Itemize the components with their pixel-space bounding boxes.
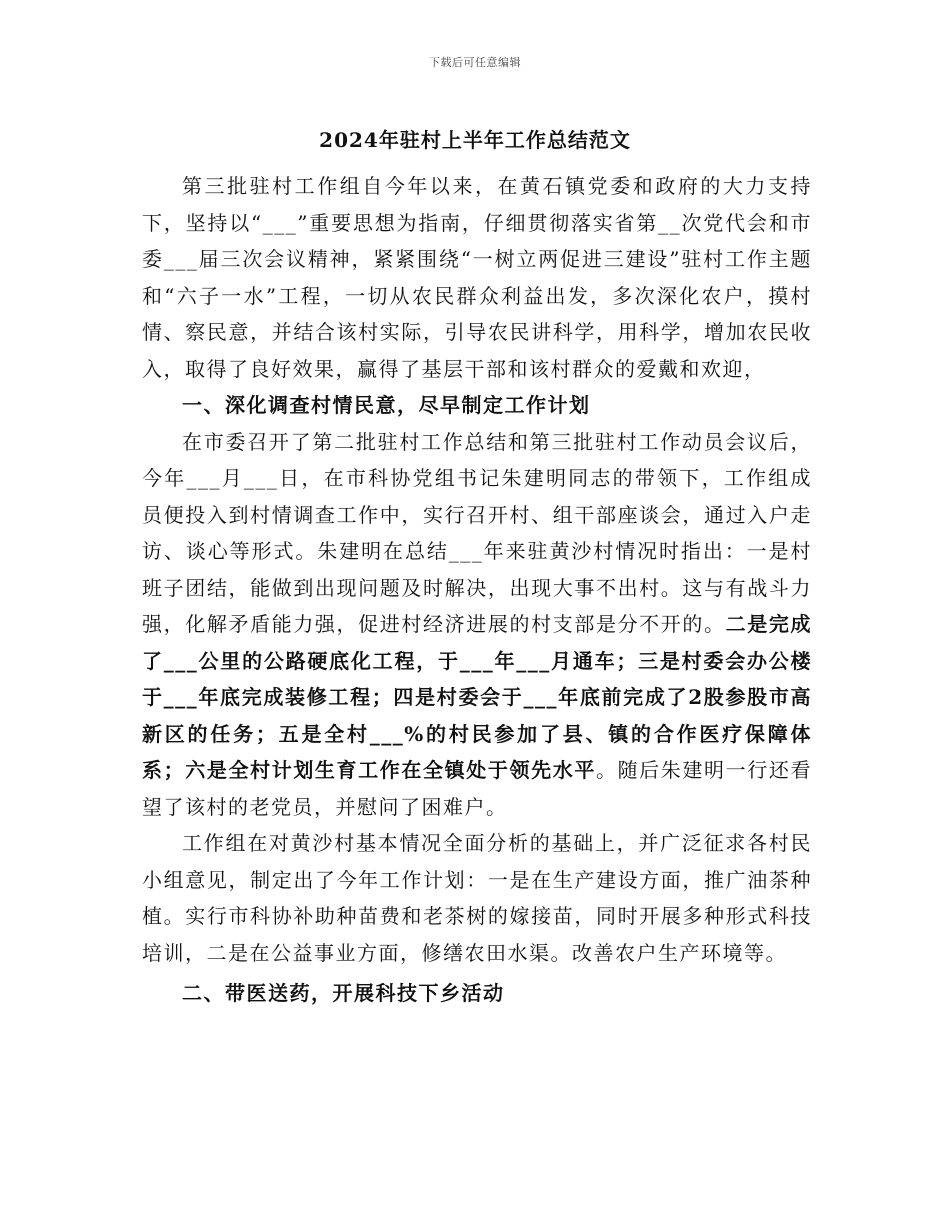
section-1-paragraph-1: [142, 424, 812, 826]
paragraph-text: 在市委召开了第二批驻村工作总结和第三批驻村工作动员会议后，今年___月___日，在市科协党组书记朱建明同志的带领下，工作组成员便投入到村情调查工作中，实行召开村、组干部座谈会，通过入户走访、谈心等形式。朱建明在总结___年来驻黄沙村情况时指出：一是村班子团结，能做到出现问题及时解决，出现大事不出村。这与有战斗力强，化解矛盾能力强，促进村经济进展的村支部是分不开的。: [142, 429, 812, 636]
bold-achievements-text: 二是完成了___公里的公路硬底化工程，于___年___月通车；三是村委会办公楼于___年底完成装修工程；四是村委会于___年底前完成了2股参股市高新区的任务；五是全村___%的村民参加了县、镇的合作医疗保障体系；六是全村计划生育工作在全镇处于领先水平: [142, 612, 813, 782]
document-title: 2024年驻村上半年工作总结范文: [319, 128, 631, 152]
intro-paragraph: 第三批驻村工作组自今年以来，在黄石镇党委和政府的大力支持下，坚持以“___”重要思想为指南，仔细贯彻落实省第__次党代会和市委___届三次会议精神，紧紧围绕“一树立两促进三建设”驻村工作主题和“六子一水”工程，一切从农民群众利益出发，多次深化农户，摸村情、察民意，并结合该村实际，引导农民讲科学，用科学，增加农民收入，取得了良好效果，赢得了基层干部和该村群众的爱戴和欢迎，: [142, 174, 812, 381]
paragraph-text-end: 。随后朱建明一行还看望了该村的老党员，并慰问了困难户。: [142, 758, 813, 819]
page-header-note: 下载后可任意编辑: [429, 56, 521, 69]
section-2-heading: 二、带医送药，开展科技下乡活动: [182, 981, 505, 1005]
section-1-heading: 一、深化调查村情民意，尽早制定工作计划: [182, 393, 591, 417]
section-1-paragraph-2: 工作组在对黄沙村基本情况全面分析的基础上，并广泛征求各村民小组意见，制定出了今年工作计划：一是在生产建设方面，推广油茶种植。实行市科协补助种苗费和老茶树的嫁接苗，同时开展多种形式科技培训，二是在公益事业方面，修缮农田水渠。改善农户生产环境等。: [142, 831, 812, 965]
document-body: [142, 168, 812, 1012]
